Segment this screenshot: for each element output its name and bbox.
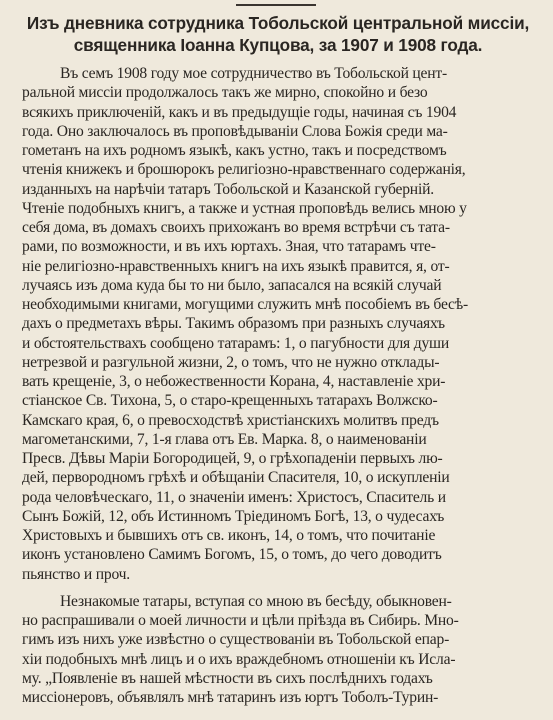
text-line: необходимыми книгами, могущими служить мнѣ пособіемъ въ бесѣ- xyxy=(22,296,469,313)
text-line: вать крещеніе, 3, о небожественности Корана, 4, наставленіе хри- xyxy=(22,373,446,390)
text-line: года. Оно заключалось въ проповѣдываніи Слова Божія среди ма- xyxy=(22,122,448,140)
text-line: Пресв. Дѣвы Маріи Богородицей, 9, о грѣхопаденіи первыхъ лю- xyxy=(22,450,443,467)
text-line: миссіонеровъ, объявлялъ мнѣ татаринъ изъ юртъ Тоболъ-Турин- xyxy=(22,689,439,706)
text-line: нетрезвой и разгульной жизни, 2, о томъ, что не нужно отклады- xyxy=(22,353,440,371)
text-line: рами, по возможности, и въ ихъ юртахъ. Зная, что татарамъ чте- xyxy=(22,238,436,256)
article-body xyxy=(22,64,532,707)
text-line: Въ семъ 1908 году мое сотрудничество въ Тобольской цент- xyxy=(60,65,448,82)
text-line: стіанское Св. Тихона, 5, о старо-крещенныхъ татарахъ Волжско- xyxy=(22,392,438,410)
text-line: Сынъ Божій, 12, объ Истинномъ Тріединомъ Богѣ, 13, о чудесахъ xyxy=(22,507,445,525)
text-line: му. „Появленіе въ нашей мѣстности въ сихъ послѣднихъ годахъ xyxy=(22,669,433,687)
text-line: изданныхъ на нарѣчіи татаръ Тобольской и Казанской губерній. xyxy=(22,180,434,198)
text-line: ніе религіозно-нравственныхъ книгъ на ихъ языкѣ правится, я, от- xyxy=(22,257,450,275)
text-line: и обстоятельствахъ сообщено татарамъ: 1, о пагубности для души xyxy=(22,334,449,352)
text-line: гимъ изъ нихъ уже извѣстно о существованіи въ Тобольской епар- xyxy=(22,631,450,649)
text-line: иконъ установлено Самимъ Богомъ, 15, о томъ, до чего доводитъ xyxy=(22,546,442,564)
text-line: дей, первородномъ грѣхѣ и обѣщаніи Спасителя, 10, о искупленіи xyxy=(22,469,450,487)
text-line: Чтеніе подобныхъ книгъ, а также и устная проповѣдь велись мною у xyxy=(22,199,467,217)
text-line: магометанскими, 7, 1-я глава отъ Ев. Марка. 8, о наименованіи xyxy=(22,430,427,448)
paragraph xyxy=(22,592,532,708)
text-line: Незнакомые татары, вступая со мною въ бесѣду, обыкновен- xyxy=(60,592,452,610)
text-line: хіи подобныхъ мнѣ лицъ и о ихъ враждебномъ отношеніи къ Исла- xyxy=(22,650,456,668)
text-line: чтенія книжекъ и брошюрокъ религіозно-нравственнаго содержанія, xyxy=(22,161,466,179)
text-line: Камскаго края, 6, о превосходствѣ христіанскихъ молитвъ предъ xyxy=(22,411,439,429)
title-line: Изъ дневника сотрудника Тобольской центральной миссіи, xyxy=(26,13,530,33)
paragraph xyxy=(22,64,532,584)
text-line: рода человѣческаго, 11, о значеніи именъ: Христосъ, Спаситель и xyxy=(22,488,446,506)
title-line: священника Іоанна Купцова, за 1907 и 1908 года. xyxy=(73,35,483,55)
text-line: но распрашивали о моей личности и цѣли пріѣзда въ Сибирь. Мно- xyxy=(22,612,459,629)
text-line: ральной миссіи продолжалось такъ же мирно, спокойно и безо xyxy=(22,84,428,102)
text-line: лучаясь изъ дома куда бы то ни было, запасался на всякій случай xyxy=(22,276,442,294)
text-line: себя дома, въ домахъ своихъ прихожанъ во время встрѣчи съ тата- xyxy=(22,219,450,236)
top-divider xyxy=(236,4,316,6)
text-line: Христовыхъ и бывшихъ отъ св. иконъ, 14, о томъ, что почитаніе xyxy=(22,527,436,544)
text-line: пьянство и проч. xyxy=(22,565,130,583)
text-line: всякихъ приключеній, какъ и въ предыдущіе годы, начиная съ 1904 xyxy=(22,103,457,121)
text-line: дахъ о предметахъ вѣры. Такимъ образомъ при разныхъ случаяхъ xyxy=(22,315,445,333)
text-line: гометанъ на ихъ родномъ языкѣ, какъ устно, такъ и посредствомъ xyxy=(22,142,447,159)
article-title xyxy=(22,12,534,56)
